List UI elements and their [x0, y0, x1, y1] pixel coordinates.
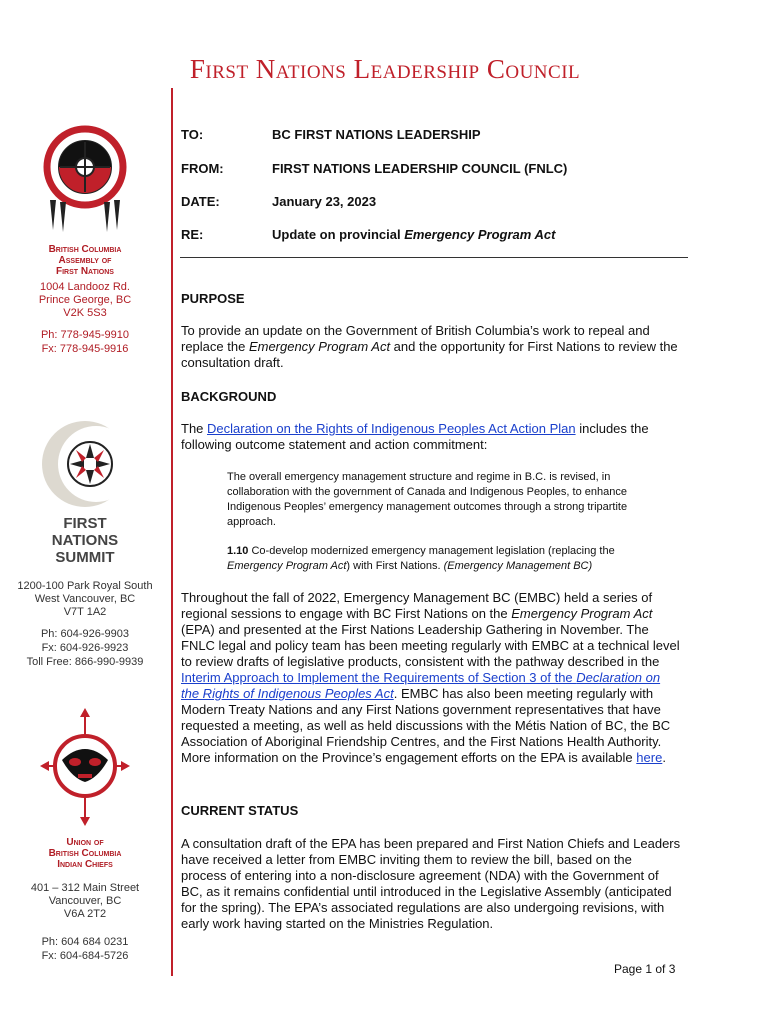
bcafn-phone: Ph: 778-945-9910: [40, 329, 130, 341]
current-status-text: A consultation draft of the EPA has been prepared and First Nation Chiefs and Leaders have received a letter from EMBC inviting them to review the bill, based on the process of entering into a non-disclosure agreement (NDA) with the Government of BC, as it remains confidential until introduced in the Legislative Assembly (anticipated for the spring). The EPA’s associated regulations are also undergoing revisions, with early work having started on the Ministries Regulation.: [181, 836, 681, 931]
bcafn-address: Prince George, BC: [38, 294, 132, 306]
page-number: Page 1 of 3: [614, 962, 676, 976]
current-status-heading: CURRENT STATUS: [181, 803, 299, 818]
bcafn-address: V2K 5S3: [63, 307, 107, 319]
memo-to-label: TO:: [181, 127, 204, 142]
bcafn-name: First Nations: [56, 266, 114, 277]
ubcic-name: Union of: [66, 837, 104, 848]
fns-block: [0, 418, 170, 669]
background-paragraph: Throughout the fall of 2022, Emergency Management BC (EMBC) held a series of regional sessions to engage with BC First Nations on the Emergency Program Act (EPA) and presented at the First Nations Leadership Gathering in November. The FNLC legal and policy team has been meeting regularly with EMBC at a technical level to review drafts of legislative products, consistent with the pathway described in the Interim Approach to Implement the Requirements of Section 3 of the Declaration on the Rights of Indigenous Peoples Act. EMBC has also been meeting regularly with Modern Treaty Nations and any First Nations government representatives that have requested a meeting, as well as held discussions with the Métis Nation of BC, the BC Association of Aboriginal Friendship Centres, and the First Nations Health Authority. More information on the Province’s engagement efforts on the EPA is available here.: [181, 590, 680, 765]
page-title: First Nations Leadership Council: [189, 54, 581, 84]
fns-address: West Vancouver, BC: [34, 593, 136, 605]
bcafn-name: British Columbia: [48, 244, 122, 255]
header-rule: [180, 257, 688, 258]
background-intro: The Declaration on the Rights of Indigenous Peoples Act Action Plan includes the following outcome statement and action commitment:: [181, 421, 649, 452]
here-link[interactable]: here: [636, 750, 663, 765]
memo-to-value: BC FIRST NATIONS LEADERSHIP: [272, 127, 481, 142]
bcafn-logo-icon: [40, 112, 130, 237]
ubcic-fax: Fx: 604-684-5726: [41, 950, 129, 962]
ubcic-name: Indian Chiefs: [57, 859, 113, 870]
fns-name: SUMMIT: [55, 549, 115, 566]
background-heading: BACKGROUND: [181, 389, 277, 404]
fns-phone: Ph: 604-926-9903: [40, 628, 130, 640]
memo-date-label: DATE:: [181, 194, 220, 209]
ubcic-address: Vancouver, BC: [48, 895, 122, 907]
background-quote-1: The overall emergency management structure and regime in B.C. is revised, in collaboration with the government of Canada and Indigenous Peoples, to enhance Indigenous Peoples’ emergency management outcomes through a strong tripartite approach.: [227, 471, 628, 528]
action-plan-link[interactable]: Declaration on the Rights of Indigenous Peoples Act Action Plan: [207, 421, 576, 436]
purpose-heading: PURPOSE: [181, 291, 245, 306]
memo-from-value: FIRST NATIONS LEADERSHIP COUNCIL (FNLC): [272, 161, 568, 176]
memo-re-label: RE:: [181, 227, 204, 242]
interim-approach-link[interactable]: Interim Approach to Implement the Requirements of Section 3 of the Declaration on the Rights of Indigenous Peoples Act: [181, 670, 661, 701]
purpose-text: To provide an update on the Government of British Columbia’s work to repeal and replace the Emergency Program Act and the opportunity for First Nations to review the consultation draft.: [181, 323, 678, 370]
first-nations-summit-logo-icon: [40, 418, 130, 510]
ubcic-address: V6A 2T2: [63, 908, 107, 920]
memo-re-value: Update on provincial Emergency Program Act: [272, 227, 556, 242]
background-quote-2: 1.10 Co-develop modernized emergency management legislation (replacing the Emergency Program Act) with First Nations. (Emergency Management BC): [227, 545, 615, 572]
fns-address: 1200-100 Park Royal South: [17, 580, 153, 592]
fns-name: NATIONS: [51, 532, 119, 549]
ubcic-logo-icon: [40, 708, 130, 826]
fns-name: FIRST: [63, 515, 107, 532]
bcafn-address: 1004 Landooz Rd.: [40, 281, 130, 293]
fns-fax: Fx: 604-926-9923: [41, 642, 129, 654]
ubcic-phone: Ph: 604 684 0231: [41, 936, 129, 948]
ubcic-name: British Columbia: [48, 848, 122, 859]
bcafn-block: [0, 112, 170, 356]
bcafn-name: Assembly of: [58, 255, 112, 266]
memo-date-value: January 23, 2023: [272, 194, 377, 209]
fns-tollfree: Toll Free: 866-990-9939: [26, 656, 144, 668]
ubcic-address: 401 – 312 Main Street: [30, 882, 140, 894]
ubcic-block: [0, 708, 170, 963]
fns-address: V7T 1A2: [63, 606, 107, 618]
bcafn-fax: Fx: 778-945-9916: [41, 343, 129, 355]
memo-from-label: FROM:: [181, 161, 224, 176]
divider-line: [171, 88, 173, 976]
